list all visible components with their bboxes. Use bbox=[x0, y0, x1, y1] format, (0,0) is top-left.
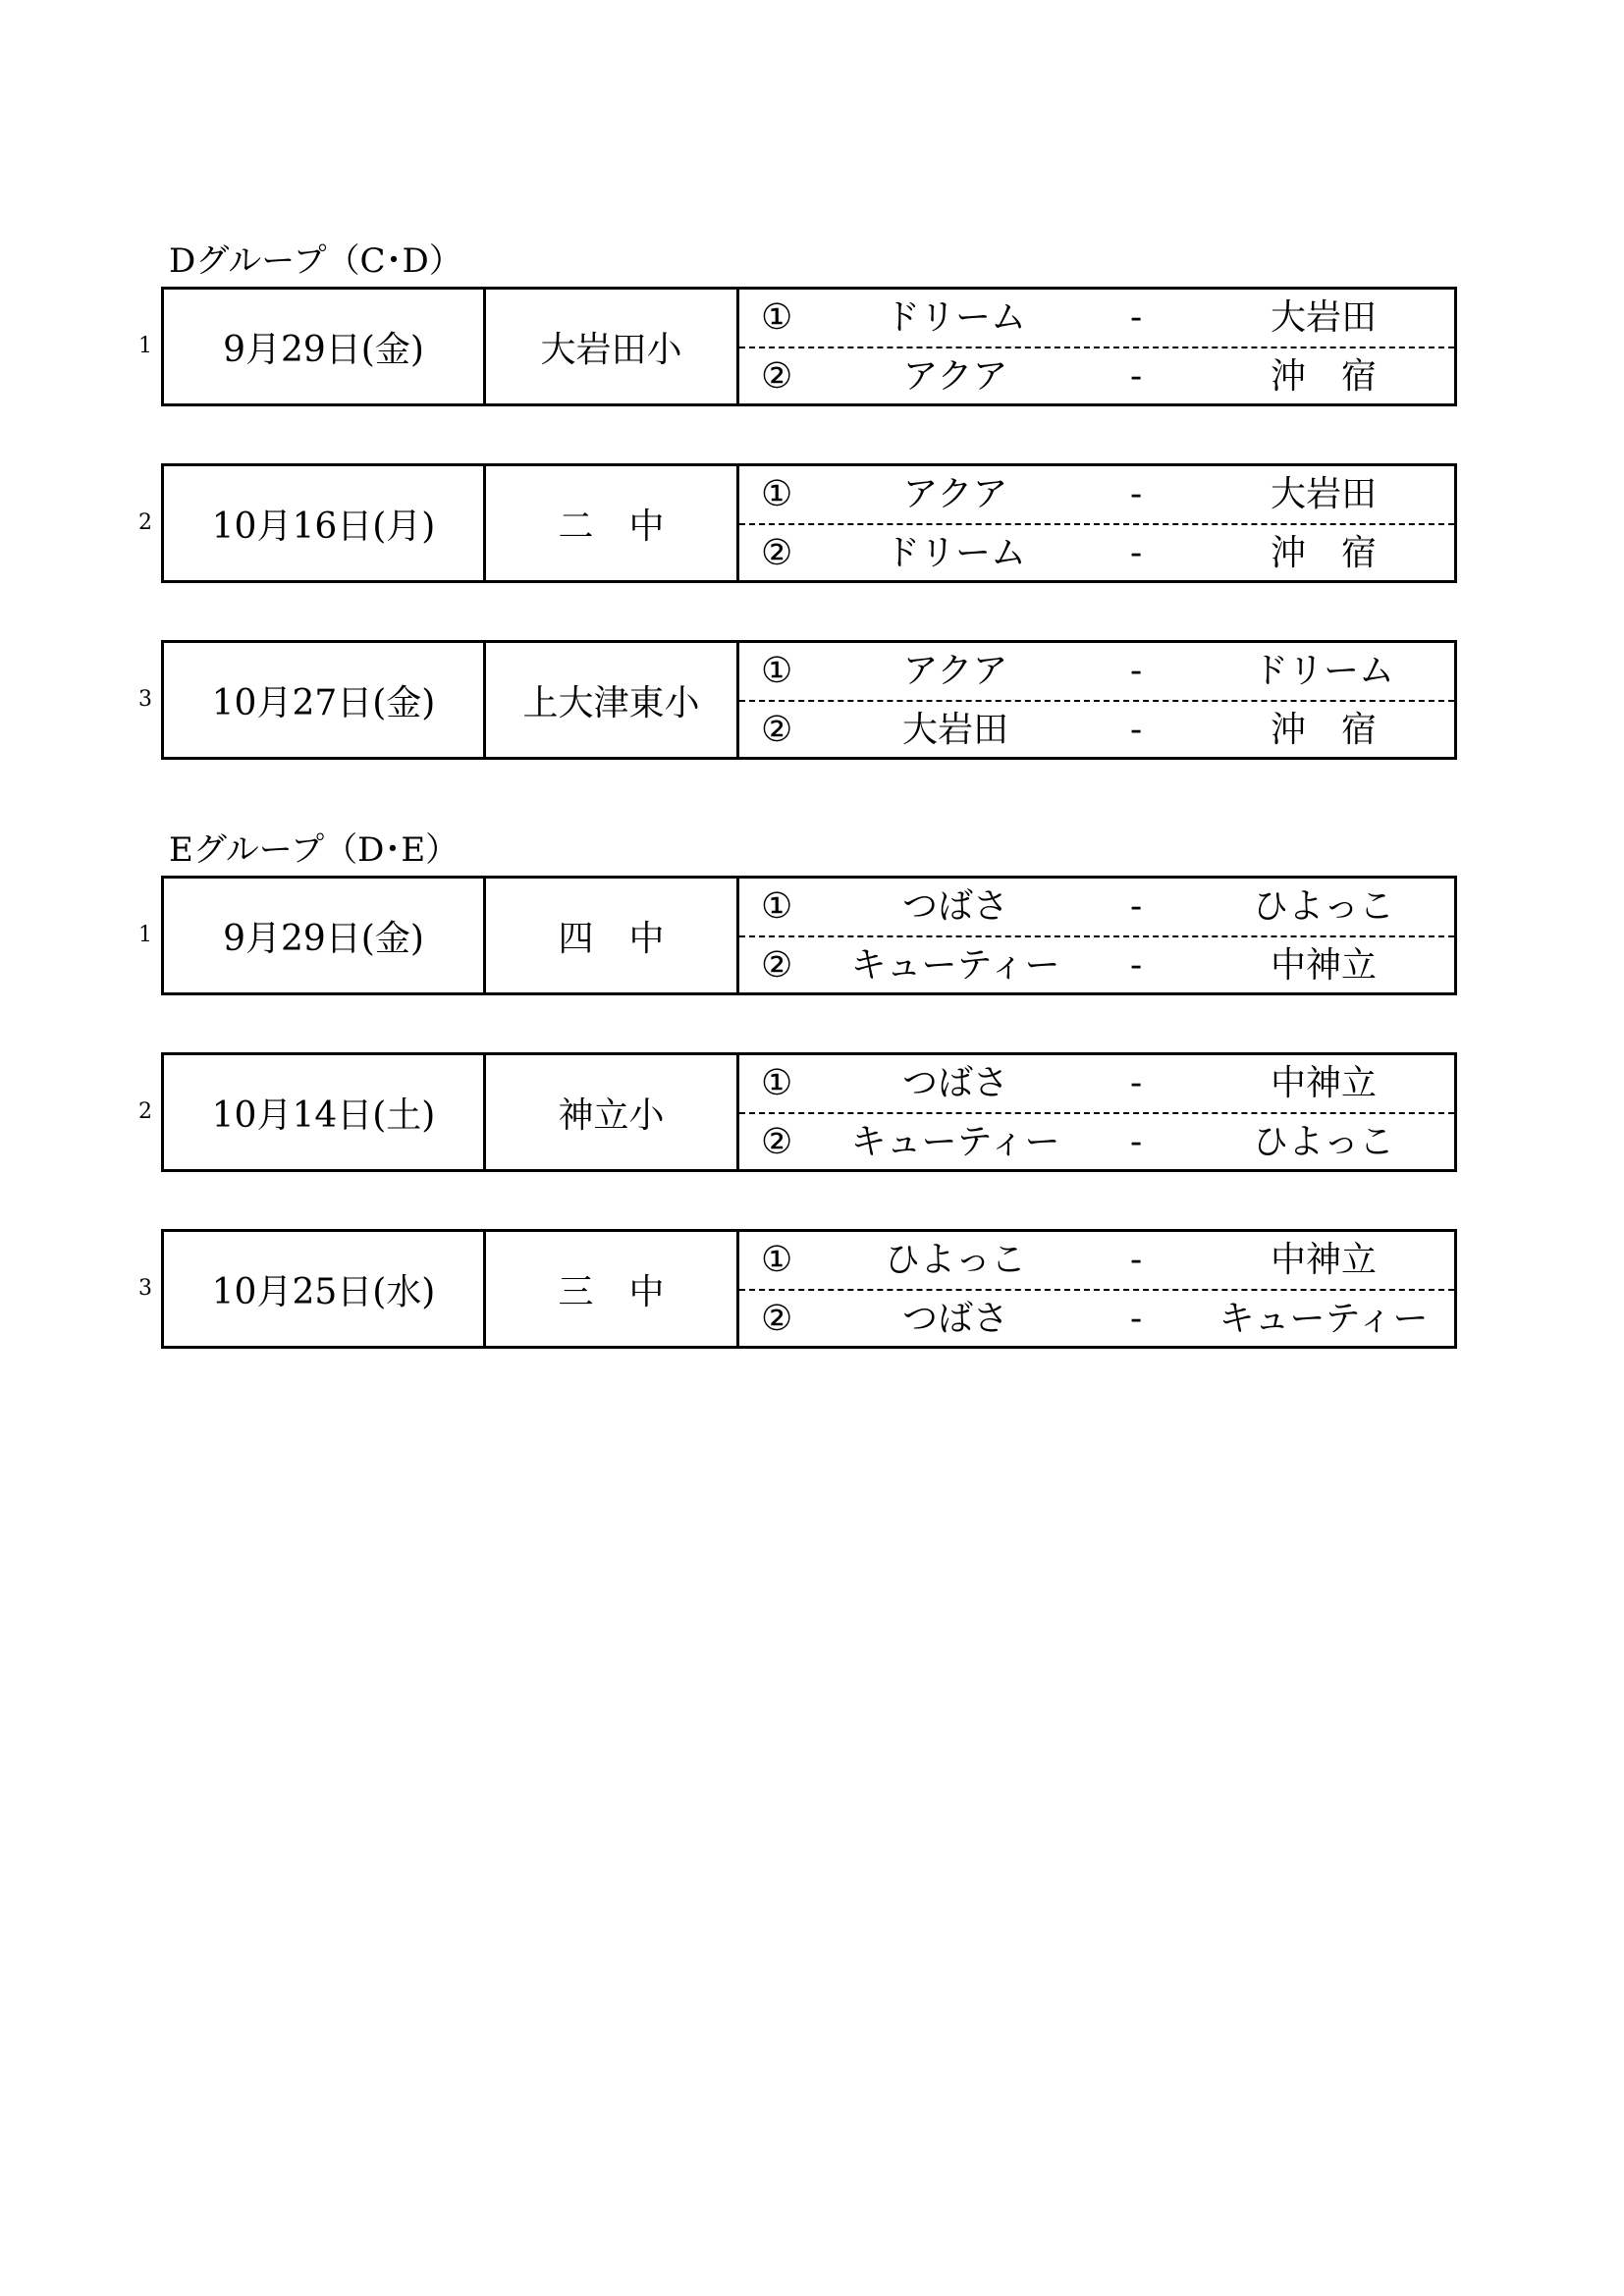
away-team: ひよっこ bbox=[1252, 1122, 1394, 1162]
match-list bbox=[739, 290, 1454, 403]
match-index: ① bbox=[761, 651, 793, 691]
home-team: キューティー bbox=[850, 1122, 1060, 1162]
match-date: 10月25日(水) bbox=[164, 1232, 486, 1346]
versus-separator: - bbox=[1130, 533, 1143, 573]
away-team: ドリーム bbox=[1252, 651, 1394, 691]
match-list bbox=[739, 466, 1454, 580]
round-block bbox=[138, 1229, 1457, 1349]
match-index: ② bbox=[761, 710, 793, 750]
versus-separator: - bbox=[1130, 945, 1143, 986]
group-title: Eグループ（D･E） bbox=[169, 830, 460, 870]
round-number: 1 bbox=[138, 334, 152, 358]
versus-separator: - bbox=[1130, 1063, 1143, 1103]
round-number: 2 bbox=[138, 510, 152, 535]
home-team: つばさ bbox=[901, 1299, 1008, 1339]
match-list bbox=[739, 1055, 1454, 1169]
match-index: ② bbox=[761, 1299, 793, 1339]
round-number: 1 bbox=[138, 923, 152, 947]
match-index: ② bbox=[761, 356, 793, 397]
versus-separator: - bbox=[1130, 297, 1143, 338]
match-date: 10月27日(金) bbox=[164, 643, 486, 757]
match-date: 9月29日(金) bbox=[164, 879, 486, 992]
away-team: 沖 宿 bbox=[1270, 356, 1377, 397]
away-team: キューティー bbox=[1218, 1299, 1429, 1339]
round-number: 3 bbox=[138, 687, 152, 712]
match-date: 10月14日(土) bbox=[164, 1055, 486, 1169]
match-date: 9月29日(金) bbox=[164, 290, 486, 403]
home-team: アクア bbox=[902, 356, 1008, 397]
away-team: 沖 宿 bbox=[1270, 533, 1377, 573]
round-block bbox=[138, 463, 1457, 583]
match-index: ① bbox=[761, 297, 793, 338]
round-number: 2 bbox=[138, 1099, 152, 1124]
match-venue: 神立小 bbox=[486, 1055, 739, 1169]
home-team: ドリーム bbox=[884, 297, 1026, 338]
match-row bbox=[739, 525, 1454, 582]
home-team: ひよっこ bbox=[884, 1240, 1026, 1280]
match-index: ② bbox=[761, 1122, 793, 1162]
home-team: ドリーム bbox=[884, 533, 1026, 573]
match-venue: 大岩田小 bbox=[486, 290, 739, 403]
match-list bbox=[739, 1232, 1454, 1346]
round-block bbox=[138, 287, 1457, 406]
home-team: キューティー bbox=[850, 945, 1060, 986]
round-number: 3 bbox=[138, 1276, 152, 1301]
round-block bbox=[138, 1052, 1457, 1172]
home-team: つばさ bbox=[901, 886, 1008, 927]
versus-separator: - bbox=[1130, 356, 1143, 397]
match-venue: 四 中 bbox=[486, 879, 739, 992]
match-row bbox=[739, 879, 1454, 937]
match-index: ① bbox=[761, 1063, 793, 1103]
versus-separator: - bbox=[1130, 1122, 1143, 1162]
match-row bbox=[739, 643, 1454, 702]
home-team: 大岩田 bbox=[901, 710, 1008, 750]
match-row bbox=[739, 1291, 1454, 1348]
match-venue: 三 中 bbox=[486, 1232, 739, 1346]
match-date: 10月16日(月) bbox=[164, 466, 486, 580]
match-venue: 上大津東小 bbox=[486, 643, 739, 757]
match-index: ② bbox=[761, 945, 793, 986]
away-team: 沖 宿 bbox=[1270, 710, 1377, 750]
versus-separator: - bbox=[1130, 474, 1143, 514]
match-row bbox=[739, 466, 1454, 525]
match-venue: 二 中 bbox=[486, 466, 739, 580]
round-block bbox=[138, 640, 1457, 760]
versus-separator: - bbox=[1130, 651, 1143, 691]
match-row bbox=[739, 1232, 1454, 1291]
round-block bbox=[138, 876, 1457, 995]
group-title: Dグループ（C･D） bbox=[169, 241, 462, 281]
away-team: 中神立 bbox=[1270, 1063, 1377, 1103]
home-team: アクア bbox=[902, 651, 1008, 691]
match-list bbox=[739, 879, 1454, 992]
match-row bbox=[739, 1114, 1454, 1171]
home-team: アクア bbox=[902, 474, 1008, 514]
versus-separator: - bbox=[1130, 1240, 1143, 1280]
match-index: ② bbox=[761, 533, 793, 573]
match-row bbox=[739, 1055, 1454, 1114]
match-row bbox=[739, 702, 1454, 759]
away-team: 大岩田 bbox=[1270, 297, 1377, 338]
match-index: ① bbox=[761, 1240, 793, 1280]
match-list bbox=[739, 643, 1454, 757]
match-row bbox=[739, 348, 1454, 405]
away-team: 中神立 bbox=[1270, 1240, 1377, 1280]
match-index: ① bbox=[761, 474, 793, 514]
away-team: ひよっこ bbox=[1252, 886, 1394, 927]
match-row bbox=[739, 290, 1454, 348]
match-row bbox=[739, 937, 1454, 994]
away-team: 中神立 bbox=[1270, 945, 1377, 986]
versus-separator: - bbox=[1130, 886, 1143, 927]
versus-separator: - bbox=[1130, 1299, 1143, 1339]
versus-separator: - bbox=[1130, 710, 1143, 750]
away-team: 大岩田 bbox=[1270, 474, 1377, 514]
match-index: ① bbox=[761, 886, 793, 927]
home-team: つばさ bbox=[901, 1063, 1008, 1103]
